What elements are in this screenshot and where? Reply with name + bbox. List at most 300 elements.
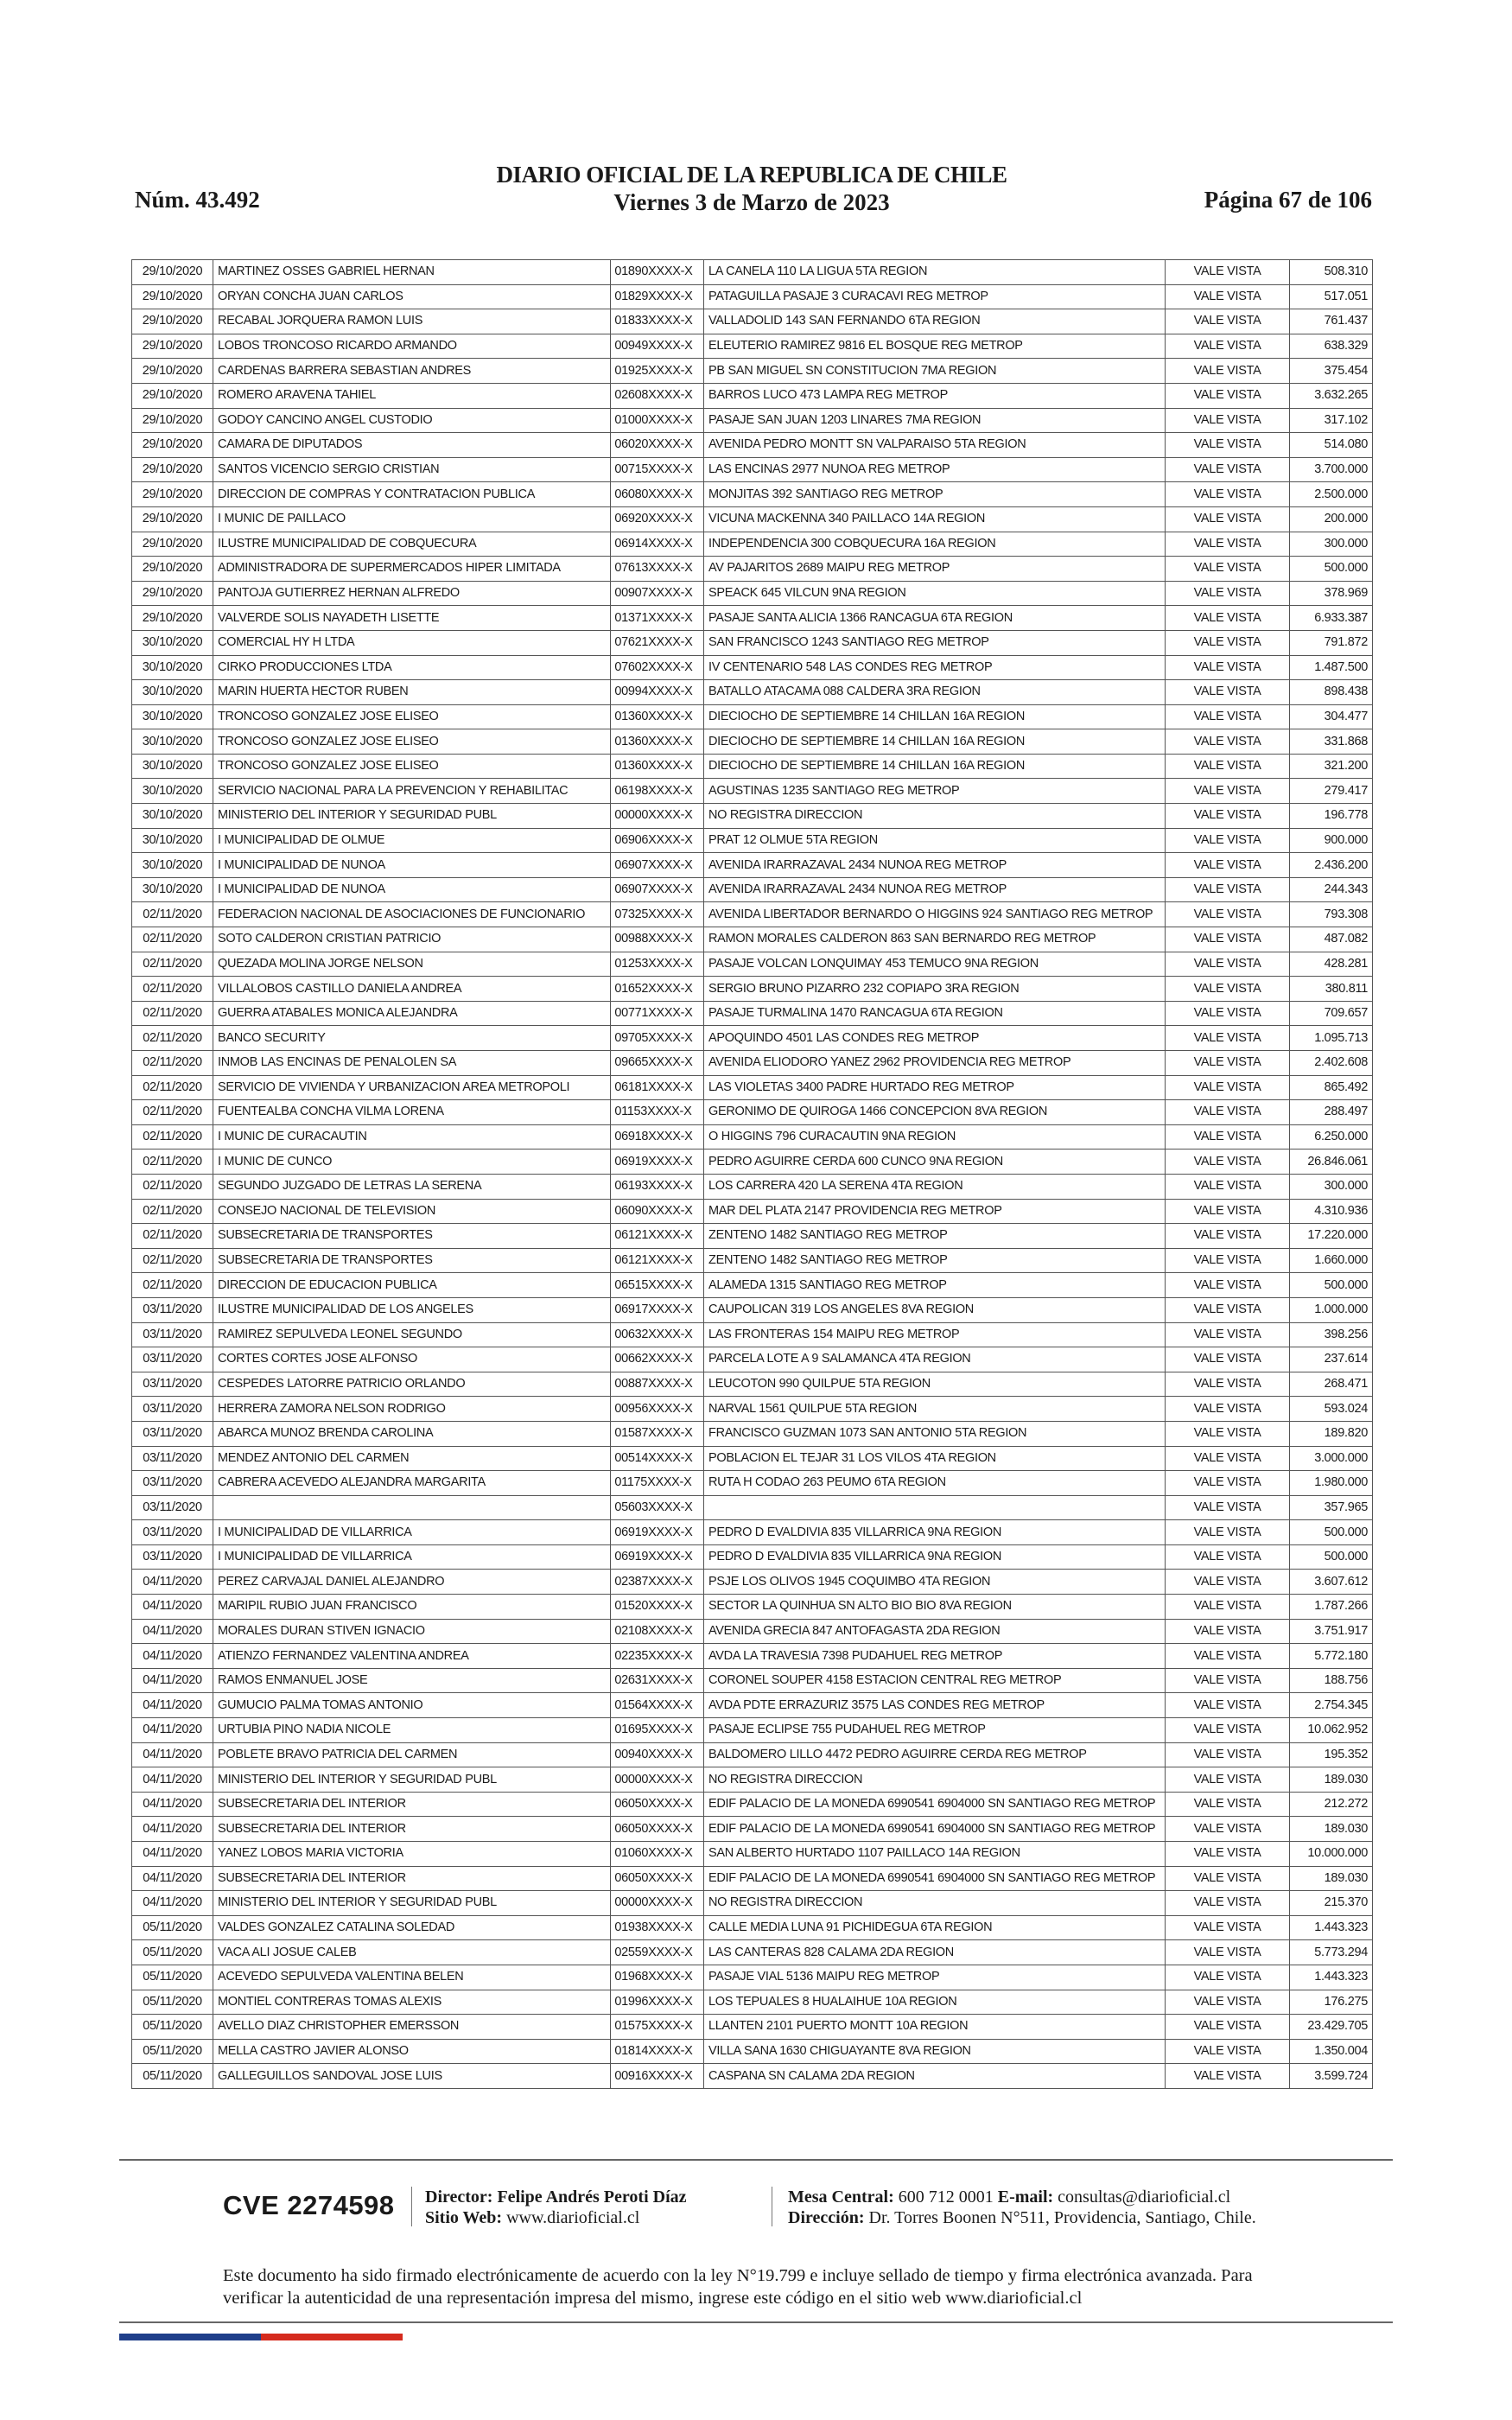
email-label: E-mail: <box>997 2188 1054 2207</box>
publication-date: Viernes 3 de Marzo de 2023 <box>613 189 890 215</box>
row-amount: 900.000 <box>1289 828 1372 853</box>
row-address: LAS ENCINAS 2977 NUNOA REG METROP <box>704 457 1166 482</box>
row-beneficiary: TRONCOSO GONZALEZ JOSE ELISEO <box>213 729 610 755</box>
row-rut: 06050XXXX-X <box>611 1792 704 1817</box>
row-amount: 215.370 <box>1289 1891 1372 1916</box>
table-row <box>132 532 1373 557</box>
table-row <box>132 952 1373 977</box>
row-beneficiary: RECABAL JORQUERA RAMON LUIS <box>213 309 610 334</box>
row-payment-type: VALE VISTA <box>1166 1421 1290 1446</box>
row-rut: 01814XXXX-X <box>611 2039 704 2064</box>
row-payment-type: VALE VISTA <box>1166 2015 1290 2040</box>
row-amount: 898.438 <box>1289 680 1372 705</box>
row-payment-type: VALE VISTA <box>1166 1322 1290 1347</box>
row-payment-type: VALE VISTA <box>1166 1668 1290 1693</box>
row-date: 29/10/2020 <box>132 581 213 606</box>
row-address: SAN FRANCISCO 1243 SANTIAGO REG METROP <box>704 630 1166 655</box>
row-beneficiary: VACA ALI JOSUE CALEB <box>213 1940 610 1965</box>
row-amount: 288.497 <box>1289 1100 1372 1125</box>
header-center <box>130 161 1374 216</box>
row-rut: 01829XXXX-X <box>611 284 704 309</box>
row-date: 30/10/2020 <box>132 877 213 902</box>
row-address: AGUSTINAS 1235 SANTIAGO REG METROP <box>704 779 1166 804</box>
row-date: 29/10/2020 <box>132 532 213 557</box>
address-text: Dr. Torres Boonen N°511, Providencia, Santiago, Chile. <box>868 2208 1256 2227</box>
row-beneficiary: CARDENAS BARRERA SEBASTIAN ANDRES <box>213 359 610 384</box>
row-rut: 06020XXXX-X <box>611 433 704 458</box>
row-rut: 01253XXXX-X <box>611 952 704 977</box>
row-payment-type: VALE VISTA <box>1166 754 1290 779</box>
row-address: LAS VIOLETAS 3400 PADRE HURTADO REG METROP <box>704 1075 1166 1100</box>
row-beneficiary: ILUSTRE MUNICIPALIDAD DE COBQUECURA <box>213 532 610 557</box>
row-payment-type: VALE VISTA <box>1166 1051 1290 1076</box>
row-address: LAS CANTERAS 828 CALAMA 2DA REGION <box>704 1940 1166 1965</box>
row-amount: 3.700.000 <box>1289 457 1372 482</box>
row-address: AV PAJARITOS 2689 MAIPU REG METROP <box>704 557 1166 582</box>
row-payment-type: VALE VISTA <box>1166 1742 1290 1767</box>
row-rut: 00662XXXX-X <box>611 1347 704 1372</box>
row-address: PASAJE VOLCAN LONQUIMAY 453 TEMUCO 9NA REGION <box>704 952 1166 977</box>
row-rut: 01060XXXX-X <box>611 1842 704 1867</box>
row-address: ZENTENO 1482 SANTIAGO REG METROP <box>704 1224 1166 1249</box>
row-rut: 00949XXXX-X <box>611 334 704 359</box>
row-address: LEUCOTON 990 QUILPUE 5TA REGION <box>704 1372 1166 1397</box>
row-rut: 06515XXXX-X <box>611 1273 704 1298</box>
row-rut: 01833XXXX-X <box>611 309 704 334</box>
row-rut: 00988XXXX-X <box>611 927 704 952</box>
table-row <box>132 1644 1373 1669</box>
row-amount: 26.846.061 <box>1289 1150 1372 1175</box>
row-address: RUTA H CODAO 263 PEUMO 6TA REGION <box>704 1471 1166 1496</box>
row-rut: 06198XXXX-X <box>611 779 704 804</box>
row-amount: 176.275 <box>1289 1990 1372 2015</box>
row-rut: 01890XXXX-X <box>611 260 704 285</box>
row-date: 02/11/2020 <box>132 1150 213 1175</box>
row-payment-type: VALE VISTA <box>1166 1767 1290 1793</box>
row-amount: 638.329 <box>1289 334 1372 359</box>
row-amount: 1.787.266 <box>1289 1595 1372 1620</box>
page-number: Página 67 de 106 <box>1204 187 1372 213</box>
row-date: 02/11/2020 <box>132 1051 213 1076</box>
row-beneficiary: ACEVEDO SEPULVEDA VALENTINA BELEN <box>213 1965 610 1990</box>
table-row <box>132 1915 1373 1940</box>
row-rut: 00000XXXX-X <box>611 804 704 829</box>
row-amount: 10.062.952 <box>1289 1718 1372 1743</box>
row-rut: 06919XXXX-X <box>611 1150 704 1175</box>
row-date: 02/11/2020 <box>132 1124 213 1150</box>
row-beneficiary: LOBOS TRONCOSO RICARDO ARMANDO <box>213 334 610 359</box>
table-row <box>132 433 1373 458</box>
row-rut: 00715XXXX-X <box>611 457 704 482</box>
row-address: VILLA SANA 1630 CHIGUAYANTE 8VA REGION <box>704 2039 1166 2064</box>
row-payment-type: VALE VISTA <box>1166 1471 1290 1496</box>
row-payment-type: VALE VISTA <box>1166 1199 1290 1224</box>
row-payment-type: VALE VISTA <box>1166 284 1290 309</box>
row-payment-type: VALE VISTA <box>1166 1990 1290 2015</box>
table-row <box>132 729 1373 755</box>
row-beneficiary: MARIPIL RUBIO JUAN FRANCISCO <box>213 1595 610 1620</box>
row-amount: 189.030 <box>1289 1767 1372 1793</box>
row-amount: 188.756 <box>1289 1668 1372 1693</box>
row-beneficiary: PANTOJA GUTIERREZ HERNAN ALFREDO <box>213 581 610 606</box>
row-date: 30/10/2020 <box>132 828 213 853</box>
mesa-phone: 600 712 0001 <box>898 2188 994 2207</box>
row-address: DIECIOCHO DE SEPTIEMBRE 14 CHILLAN 16A REGION <box>704 754 1166 779</box>
row-beneficiary: PEREZ CARVAJAL DANIEL ALEJANDRO <box>213 1570 610 1595</box>
row-payment-type: VALE VISTA <box>1166 606 1290 631</box>
row-date: 04/11/2020 <box>132 1767 213 1793</box>
row-payment-type: VALE VISTA <box>1166 729 1290 755</box>
row-payment-type: VALE VISTA <box>1166 1619 1290 1644</box>
director-label: Director: <box>425 2188 493 2207</box>
row-beneficiary: MELLA CASTRO JAVIER ALONSO <box>213 2039 610 2064</box>
row-amount: 1.980.000 <box>1289 1471 1372 1496</box>
row-beneficiary: SERVICIO NACIONAL PARA LA PREVENCION Y REHABILITAC <box>213 779 610 804</box>
row-amount: 500.000 <box>1289 1544 1372 1570</box>
row-date: 04/11/2020 <box>132 1644 213 1669</box>
row-amount: 508.310 <box>1289 260 1372 285</box>
row-amount: 6.933.387 <box>1289 606 1372 631</box>
row-beneficiary: SUBSECRETARIA DEL INTERIOR <box>213 1866 610 1891</box>
row-date: 03/11/2020 <box>132 1322 213 1347</box>
table-row <box>132 1075 1373 1100</box>
row-beneficiary: TRONCOSO GONZALEZ JOSE ELISEO <box>213 754 610 779</box>
row-payment-type: VALE VISTA <box>1166 1150 1290 1175</box>
row-payment-type: VALE VISTA <box>1166 1520 1290 1545</box>
row-rut: 07621XXXX-X <box>611 630 704 655</box>
row-address: BARROS LUCO 473 LAMPA REG METROP <box>704 383 1166 408</box>
row-address: IV CENTENARIO 548 LAS CONDES REG METROP <box>704 655 1166 680</box>
row-date: 02/11/2020 <box>132 977 213 1002</box>
row-beneficiary: I MUNICIPALIDAD DE VILLARRICA <box>213 1520 610 1545</box>
row-address: EDIF PALACIO DE LA MONEDA 6990541 6904000 SN SANTIAGO REG METROP <box>704 1866 1166 1891</box>
row-date: 29/10/2020 <box>132 408 213 433</box>
row-date: 30/10/2020 <box>132 853 213 878</box>
row-date: 04/11/2020 <box>132 1570 213 1595</box>
row-beneficiary: SUBSECRETARIA DEL INTERIOR <box>213 1792 610 1817</box>
table-row <box>132 1965 1373 1990</box>
table-row <box>132 1397 1373 1422</box>
table-row <box>132 1767 1373 1793</box>
table-row <box>132 1100 1373 1125</box>
row-date: 03/11/2020 <box>132 1544 213 1570</box>
row-date: 04/11/2020 <box>132 1817 213 1842</box>
row-date: 29/10/2020 <box>132 457 213 482</box>
row-beneficiary: YANEZ LOBOS MARIA VICTORIA <box>213 1842 610 1867</box>
row-payment-type: VALE VISTA <box>1166 2064 1290 2089</box>
row-date: 04/11/2020 <box>132 1718 213 1743</box>
row-date: 05/11/2020 <box>132 1965 213 1990</box>
row-date: 02/11/2020 <box>132 1026 213 1051</box>
row-beneficiary: CORTES CORTES JOSE ALFONSO <box>213 1347 610 1372</box>
row-beneficiary: FUENTEALBA CONCHA VILMA LORENA <box>213 1100 610 1125</box>
row-amount: 2.754.345 <box>1289 1693 1372 1718</box>
row-rut: 06080XXXX-X <box>611 482 704 507</box>
row-beneficiary: I MUNICIPALIDAD DE NUNOA <box>213 853 610 878</box>
row-payment-type: VALE VISTA <box>1166 1297 1290 1322</box>
row-beneficiary: AVELLO DIAZ CHRISTOPHER EMERSSON <box>213 2015 610 2040</box>
row-address: NO REGISTRA DIRECCION <box>704 804 1166 829</box>
row-address <box>704 1495 1166 1520</box>
row-date: 05/11/2020 <box>132 1940 213 1965</box>
row-date: 05/11/2020 <box>132 2015 213 2040</box>
row-address: BALDOMERO LILLO 4472 PEDRO AGUIRRE CERDA REG METROP <box>704 1742 1166 1767</box>
footer-bottom-rule <box>119 2321 1393 2323</box>
table-row <box>132 383 1373 408</box>
row-payment-type: VALE VISTA <box>1166 2039 1290 2064</box>
row-amount: 317.102 <box>1289 408 1372 433</box>
row-amount: 2.402.608 <box>1289 1051 1372 1076</box>
table-row <box>132 1866 1373 1891</box>
row-payment-type: VALE VISTA <box>1166 1075 1290 1100</box>
row-address: DIECIOCHO DE SEPTIEMBRE 14 CHILLAN 16A REGION <box>704 729 1166 755</box>
row-rut: 07602XXXX-X <box>611 655 704 680</box>
row-payment-type: VALE VISTA <box>1166 1842 1290 1867</box>
row-date: 04/11/2020 <box>132 1693 213 1718</box>
row-address: ZENTENO 1482 SANTIAGO REG METROP <box>704 1248 1166 1273</box>
row-address: AVDA LA TRAVESIA 7398 PUDAHUEL REG METROP <box>704 1644 1166 1669</box>
table-row <box>132 606 1373 631</box>
row-rut: 01968XXXX-X <box>611 1965 704 1990</box>
row-rut: 01153XXXX-X <box>611 1100 704 1125</box>
row-date: 29/10/2020 <box>132 284 213 309</box>
row-rut: 01996XXXX-X <box>611 1990 704 2015</box>
row-address: PB SAN MIGUEL SN CONSTITUCION 7MA REGION <box>704 359 1166 384</box>
footer-divider <box>411 2187 412 2226</box>
row-payment-type: VALE VISTA <box>1166 1544 1290 1570</box>
table-row <box>132 359 1373 384</box>
row-beneficiary: ORYAN CONCHA JUAN CARLOS <box>213 284 610 309</box>
table-row <box>132 1124 1373 1150</box>
table-row <box>132 557 1373 582</box>
row-date: 03/11/2020 <box>132 1347 213 1372</box>
row-address: AVENIDA ELIODORO YANEZ 2962 PROVIDENCIA REG METROP <box>704 1051 1166 1076</box>
publication-title: DIARIO OFICIAL DE LA REPUBLICA DE CHILE <box>496 162 1007 188</box>
row-address: EDIF PALACIO DE LA MONEDA 6990541 6904000 SN SANTIAGO REG METROP <box>704 1792 1166 1817</box>
row-beneficiary: ILUSTRE MUNICIPALIDAD DE LOS ANGELES <box>213 1297 610 1322</box>
row-rut: 06919XXXX-X <box>611 1520 704 1545</box>
row-payment-type: VALE VISTA <box>1166 1100 1290 1125</box>
page-header <box>130 161 1374 223</box>
table-row <box>132 1273 1373 1298</box>
row-date: 29/10/2020 <box>132 334 213 359</box>
row-payment-type: VALE VISTA <box>1166 1001 1290 1026</box>
row-payment-type: VALE VISTA <box>1166 1397 1290 1422</box>
row-address: RAMON MORALES CALDERON 863 SAN BERNARDO REG METROP <box>704 927 1166 952</box>
flag-blue-segment <box>119 2334 261 2340</box>
row-payment-type: VALE VISTA <box>1166 853 1290 878</box>
table-row <box>132 1940 1373 1965</box>
row-amount: 300.000 <box>1289 532 1372 557</box>
table-row <box>132 457 1373 482</box>
row-rut: 02235XXXX-X <box>611 1644 704 1669</box>
row-payment-type: VALE VISTA <box>1166 828 1290 853</box>
row-address: INDEPENDENCIA 300 COBQUECURA 16A REGION <box>704 532 1166 557</box>
row-amount: 500.000 <box>1289 557 1372 582</box>
table-row <box>132 1842 1373 1867</box>
row-rut: 00887XXXX-X <box>611 1372 704 1397</box>
row-beneficiary: MORALES DURAN STIVEN IGNACIO <box>213 1619 610 1644</box>
table-row <box>132 1026 1373 1051</box>
row-rut: 02559XXXX-X <box>611 1940 704 1965</box>
row-beneficiary: CIRKO PRODUCCIONES LTDA <box>213 655 610 680</box>
row-payment-type: VALE VISTA <box>1166 902 1290 927</box>
row-rut: 06906XXXX-X <box>611 828 704 853</box>
row-beneficiary: DIRECCION DE COMPRAS Y CONTRATACION PUBLICA <box>213 482 610 507</box>
row-payment-type: VALE VISTA <box>1166 532 1290 557</box>
footer-top-rule <box>119 2159 1393 2161</box>
row-beneficiary: RAMIREZ SEPULVEDA LEONEL SEGUNDO <box>213 1322 610 1347</box>
row-date: 30/10/2020 <box>132 729 213 755</box>
row-beneficiary: ABARCA MUNOZ BRENDA CAROLINA <box>213 1421 610 1446</box>
row-rut: 06914XXXX-X <box>611 532 704 557</box>
row-beneficiary: I MUNICIPALIDAD DE NUNOA <box>213 877 610 902</box>
row-rut: 00771XXXX-X <box>611 1001 704 1026</box>
row-payment-type: VALE VISTA <box>1166 1817 1290 1842</box>
row-beneficiary: MARTINEZ OSSES GABRIEL HERNAN <box>213 260 610 285</box>
row-payment-type: VALE VISTA <box>1166 482 1290 507</box>
row-address: AVDA PDTE ERRAZURIZ 3575 LAS CONDES REG METROP <box>704 1693 1166 1718</box>
row-beneficiary: QUEZADA MOLINA JORGE NELSON <box>213 952 610 977</box>
row-date: 03/11/2020 <box>132 1297 213 1322</box>
row-amount: 331.868 <box>1289 729 1372 755</box>
row-rut: 02608XXXX-X <box>611 383 704 408</box>
row-date: 29/10/2020 <box>132 359 213 384</box>
table-row <box>132 482 1373 507</box>
row-rut: 01360XXXX-X <box>611 754 704 779</box>
table-row <box>132 2064 1373 2089</box>
table-row <box>132 1570 1373 1595</box>
row-payment-type: VALE VISTA <box>1166 1915 1290 1940</box>
row-rut: 01371XXXX-X <box>611 606 704 631</box>
row-date: 04/11/2020 <box>132 1619 213 1644</box>
row-address: PEDRO AGUIRRE CERDA 600 CUNCO 9NA REGION <box>704 1150 1166 1175</box>
email-link[interactable]: consultas@diarioficial.cl <box>1058 2188 1231 2207</box>
row-payment-type: VALE VISTA <box>1166 1446 1290 1471</box>
table-row <box>132 1495 1373 1520</box>
row-rut: 06050XXXX-X <box>611 1866 704 1891</box>
row-payment-type: VALE VISTA <box>1166 877 1290 902</box>
row-address: LA CANELA 110 LA LIGUA 5TA REGION <box>704 260 1166 285</box>
row-amount: 10.000.000 <box>1289 1842 1372 1867</box>
row-date: 05/11/2020 <box>132 2064 213 2089</box>
table-row <box>132 1001 1373 1026</box>
table-row <box>132 1174 1373 1199</box>
row-date: 29/10/2020 <box>132 557 213 582</box>
row-beneficiary: MENDEZ ANTONIO DEL CARMEN <box>213 1446 610 1471</box>
row-rut: 01000XXXX-X <box>611 408 704 433</box>
row-rut: 01360XXXX-X <box>611 729 704 755</box>
row-address: PASAJE ECLIPSE 755 PUDAHUEL REG METROP <box>704 1718 1166 1743</box>
website-link[interactable]: www.diarioficial.cl <box>506 2208 640 2227</box>
table-row <box>132 284 1373 309</box>
row-rut: 06050XXXX-X <box>611 1817 704 1842</box>
row-date: 29/10/2020 <box>132 433 213 458</box>
row-amount: 398.256 <box>1289 1322 1372 1347</box>
table-row <box>132 1619 1373 1644</box>
row-rut: 05603XXXX-X <box>611 1495 704 1520</box>
row-amount: 2.500.000 <box>1289 482 1372 507</box>
table-row <box>132 853 1373 878</box>
row-amount: 321.200 <box>1289 754 1372 779</box>
row-beneficiary: ATIENZO FERNANDEZ VALENTINA ANDREA <box>213 1644 610 1669</box>
table-row <box>132 902 1373 927</box>
row-amount: 189.820 <box>1289 1421 1372 1446</box>
row-amount: 189.030 <box>1289 1817 1372 1842</box>
payments-table-body <box>132 260 1373 2089</box>
row-address: NO REGISTRA DIRECCION <box>704 1891 1166 1916</box>
row-payment-type: VALE VISTA <box>1166 1595 1290 1620</box>
row-beneficiary: GODOY CANCINO ANGEL CUSTODIO <box>213 408 610 433</box>
row-amount: 517.051 <box>1289 284 1372 309</box>
row-address: MAR DEL PLATA 2147 PROVIDENCIA REG METROP <box>704 1199 1166 1224</box>
row-date: 30/10/2020 <box>132 804 213 829</box>
row-payment-type: VALE VISTA <box>1166 1174 1290 1199</box>
row-rut: 06919XXXX-X <box>611 1544 704 1570</box>
director-name: Felipe Andrés Peroti Díaz <box>497 2188 687 2207</box>
table-row <box>132 1520 1373 1545</box>
table-row <box>132 1718 1373 1743</box>
row-beneficiary: RAMOS ENMANUEL JOSE <box>213 1668 610 1693</box>
row-address: CORONEL SOUPER 4158 ESTACION CENTRAL REG METROP <box>704 1668 1166 1693</box>
row-payment-type: VALE VISTA <box>1166 383 1290 408</box>
row-payment-type: VALE VISTA <box>1166 952 1290 977</box>
row-amount: 378.969 <box>1289 581 1372 606</box>
row-date: 02/11/2020 <box>132 1001 213 1026</box>
row-payment-type: VALE VISTA <box>1166 309 1290 334</box>
row-amount: 1.095.713 <box>1289 1026 1372 1051</box>
row-amount: 268.471 <box>1289 1372 1372 1397</box>
row-address: PASAJE TURMALINA 1470 RANCAGUA 6TA REGION <box>704 1001 1166 1026</box>
table-row <box>132 1544 1373 1570</box>
row-beneficiary <box>213 1495 610 1520</box>
row-beneficiary: CAMARA DE DIPUTADOS <box>213 433 610 458</box>
row-rut: 00907XXXX-X <box>611 581 704 606</box>
table-row <box>132 1150 1373 1175</box>
row-rut: 01652XXXX-X <box>611 977 704 1002</box>
row-date: 04/11/2020 <box>132 1742 213 1767</box>
legal-notice: Este documento ha sido firmado electrónicamente de acuerdo con la ley N°19.799 e incluye sellado de tiempo y firma electrónica avanzada. Para verificar la autenticidad de una representación impresa del mismo, ingrese este código en el sitio web www.diarioficial.cl <box>223 2266 1253 2308</box>
row-beneficiary: I MUNIC DE CUNCO <box>213 1150 610 1175</box>
mesa-label: Mesa Central: <box>788 2188 894 2207</box>
chile-flag-stripe <box>119 2334 403 2340</box>
row-payment-type: VALE VISTA <box>1166 1965 1290 1990</box>
row-date: 02/11/2020 <box>132 1248 213 1273</box>
row-rut: 09705XXXX-X <box>611 1026 704 1051</box>
row-payment-type: VALE VISTA <box>1166 655 1290 680</box>
row-payment-type: VALE VISTA <box>1166 1693 1290 1718</box>
row-amount: 593.024 <box>1289 1397 1372 1422</box>
row-beneficiary: MARIN HUERTA HECTOR RUBEN <box>213 680 610 705</box>
row-rut: 07325XXXX-X <box>611 902 704 927</box>
row-payment-type: VALE VISTA <box>1166 334 1290 359</box>
row-payment-type: VALE VISTA <box>1166 457 1290 482</box>
table-row <box>132 506 1373 532</box>
row-address: PATAGUILLA PASAJE 3 CURACAVI REG METROP <box>704 284 1166 309</box>
row-beneficiary: SUBSECRETARIA DE TRANSPORTES <box>213 1248 610 1273</box>
row-address: ALAMEDA 1315 SANTIAGO REG METROP <box>704 1273 1166 1298</box>
row-date: 04/11/2020 <box>132 1668 213 1693</box>
row-amount: 865.492 <box>1289 1075 1372 1100</box>
row-payment-type: VALE VISTA <box>1166 433 1290 458</box>
row-address: PSJE LOS OLIVOS 1945 COQUIMBO 4TA REGION <box>704 1570 1166 1595</box>
row-beneficiary: MINISTERIO DEL INTERIOR Y SEGURIDAD PUBL <box>213 804 610 829</box>
row-address: LOS CARRERA 420 LA SERENA 4TA REGION <box>704 1174 1166 1199</box>
row-payment-type: VALE VISTA <box>1166 1718 1290 1743</box>
table-row <box>132 334 1373 359</box>
table-row <box>132 1421 1373 1446</box>
row-rut: 06907XXXX-X <box>611 853 704 878</box>
